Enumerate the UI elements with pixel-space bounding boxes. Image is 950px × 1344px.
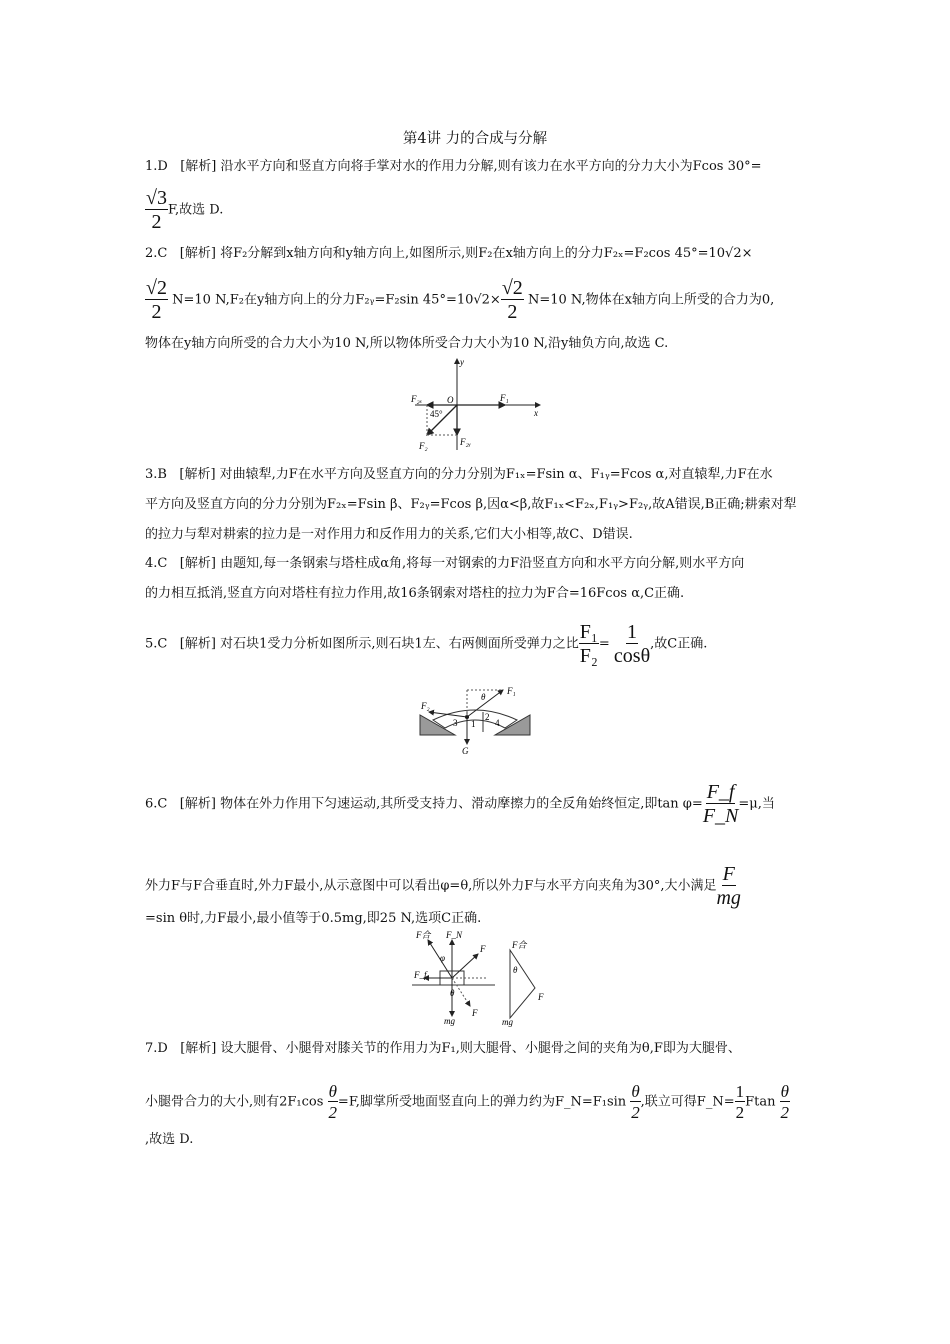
q6-head: 6.C [145, 796, 168, 812]
q5-label-1: 1 [471, 719, 476, 729]
q6-text3: =sin θ时,力F最小,最小值等于0.5mg,即25 N,选项C正确. [145, 911, 482, 926]
q1-tag: [解析] [180, 159, 217, 174]
q7-frac-b-den: 2 [631, 1103, 640, 1122]
q6-text1: 物体在外力作用下匀速运动,其所受支持力、滑动摩擦力的全反角始终恒定,即tan φ= [220, 796, 703, 812]
q3-text2: 平方向及竖直方向的分力分别为F₂ₓ=Fsin β、F₂ᵧ=Fcos β,因α<β,故F₁ₓ<F₂ₓ,F₁ᵧ>F₂ᵧ,故A错误,B正确;耕索对犁 [145, 497, 797, 512]
q2-text4: 物体在y轴方向所受的合力大小为10 N,所以物体所受合力大小为10 N,沿y轴负方向,故选 C. [145, 336, 669, 351]
page-title: 第4讲 力的合成与分解 [402, 131, 548, 147]
q2-frac-b-num: √2 [501, 277, 523, 299]
q7-text2b: =F,脚掌所受地面竖直向上的弹力约为F_N=F₁sin [337, 1094, 627, 1110]
q6-f-arrow [452, 954, 478, 978]
q7-head: 7.D [145, 1041, 168, 1056]
q3-line1 [145, 466, 773, 484]
q7-fraction-d [780, 1083, 790, 1121]
q7-frac-c-num: 1 [735, 1082, 745, 1101]
q7-fraction-b [630, 1083, 640, 1121]
q4-text1: 由题知,每一条钢索与塔柱成α角,将每一对钢索的力F沿竖直方向和水平方向分解,则水平方向 [220, 556, 745, 571]
q1-line1 [145, 158, 762, 176]
q5-label-4: 4 [495, 718, 500, 728]
q6-label-theta: θ [450, 988, 455, 998]
q1-frac-num: √3 [146, 187, 167, 209]
q6-line1 [145, 782, 775, 826]
q5-fraction-b [614, 622, 650, 666]
q6-fraction-b [716, 864, 740, 908]
q6-tag: [解析] [179, 796, 216, 812]
q6-label-f-alt: F [472, 1008, 478, 1018]
q6-fraction-a [703, 782, 739, 826]
q5-frac-a-num: F₁ [579, 621, 598, 643]
q6-line2 [145, 864, 741, 908]
q5-text1: 对石块1受力分析如图所示,则石块1左、右两侧面所受弹力之比 [220, 636, 579, 652]
q4-line1 [145, 555, 744, 573]
q6-frac-b-num: F [722, 863, 735, 885]
q2-label-f2x: F₂ₓ [411, 394, 423, 404]
q7-frac-b-num: θ [631, 1082, 640, 1101]
q5-line1 [145, 622, 707, 666]
q2-frac-b-den: 2 [507, 301, 518, 323]
q2-label-f1: F₁ [500, 393, 509, 403]
q6-force-triangle [510, 950, 535, 1018]
q6-label-tri-f: F [538, 992, 544, 1002]
q7-frac-d-den: 2 [780, 1103, 790, 1122]
q5-label-g: G [462, 746, 469, 756]
q2-frac-a-den: 2 [151, 301, 162, 323]
q7-text1: 设大腿骨、小腿骨对膝关节的作用力为F₁,则大腿骨、小腿骨之间的夹角为θ,F即为大腿骨、 [220, 1041, 741, 1056]
q4-text2: 的力相互抵消,竖直方向对塔柱有拉力作用,故16条钢索对塔柱的拉力为F合=16Fcos α,C正确. [145, 586, 685, 601]
q2-text2: N=10 N,F₂在y轴方向上的分力F₂ᵧ=F₂sin 45°=10√2× [172, 292, 501, 308]
q1-fraction [145, 188, 168, 232]
q4-head: 4.C [145, 556, 168, 571]
q2-line3 [145, 335, 668, 353]
q5-frac-b-den: cosθ [613, 645, 651, 667]
q7-text3: ,故选 D. [145, 1132, 194, 1147]
q3-text1: 对曲辕犁,力F在水平方向及竖直方向的分力分别为F₁ₓ=Fsin α、F₁ᵧ=Fcos α,对直辕犁,力F在水 [219, 467, 773, 482]
q6-label-f: F [480, 944, 486, 954]
q7-fraction-a [328, 1083, 338, 1121]
q2-tag: [解析] [179, 246, 216, 261]
q4-line2 [145, 585, 684, 603]
q6-label-tri-theta: θ [513, 965, 518, 975]
q5-stone-diagram [415, 682, 535, 758]
q2-label-y: y [460, 357, 464, 367]
q6-label-fhe: F合 [416, 930, 431, 940]
q3-line2 [145, 496, 797, 514]
q7-frac-d-num: θ [780, 1082, 789, 1101]
q5-frac-b-num: 1 [627, 621, 638, 643]
q7-text2d: Ftan [745, 1094, 776, 1110]
q7-frac-c-den: 2 [735, 1103, 745, 1122]
q5-label-f1: F₁ [507, 686, 516, 696]
q1-text2: F,故选 D. [167, 202, 224, 218]
q6-label-mg: mg [444, 1016, 455, 1026]
q2-label-angle: 45° [430, 409, 443, 419]
q6-frac-a-num: F_f [706, 781, 735, 803]
q5-label-theta: θ [481, 692, 486, 702]
q5-tag: [解析] [179, 636, 216, 652]
q7-text2c: ,联立可得F_N= [640, 1094, 735, 1110]
q2-fraction-a [145, 278, 168, 322]
q6-text1-tail: =μ,当 [738, 796, 775, 812]
q2-text1: 将F₂分解到x轴方向和y轴方向上,如图所示,则F₂在x轴方向上的分力F₂ₓ=F₂cos 45°=10√2× [220, 246, 753, 261]
q5-label-3: 3 [453, 718, 458, 728]
q6-label-tri-fhe: F合 [512, 940, 527, 950]
q6-label-tri-mg: mg [502, 1017, 513, 1027]
q6-f-alt-arrow [452, 978, 470, 1006]
q2-head: 2.C [145, 246, 168, 261]
q6-force-diagram [410, 928, 570, 1028]
q2-line2 [145, 278, 774, 322]
q2-label-o: O [447, 395, 454, 405]
q2-frac-a-num: √2 [146, 277, 167, 299]
q2-fraction-b [501, 278, 524, 322]
q7-tag: [解析] [180, 1041, 217, 1056]
q5-label-f2: F₂ [421, 701, 430, 711]
q6-label-ff: F_f [414, 970, 427, 980]
q2-force-diagram [405, 355, 545, 455]
q3-text3: 的拉力与犁对耕索的拉力是一对作用力和反作用力的关系,它们大小相等,故C、D错误. [145, 527, 633, 542]
q2-text3: N=10 N,物体在x轴方向上所受的合力为0, [527, 292, 775, 308]
q7-frac-a-num: θ [328, 1082, 337, 1101]
q7-line1 [145, 1040, 741, 1058]
q5-equals: = [598, 636, 610, 652]
q4-tag: [解析] [179, 556, 216, 571]
q2-line1 [145, 245, 753, 263]
q1-text1: 沿水平方向和竖直方向将手掌对水的作用力分解,则有该力在水平方向的分力大小为Fcos 30°= [220, 159, 762, 174]
q1-frac-den: 2 [151, 211, 162, 233]
q6-label-phi: φ [440, 953, 445, 963]
q5-frac-a-den: F₂ [579, 645, 598, 667]
q2-label-x: x [534, 408, 538, 418]
q2-label-f2: F₂ [419, 441, 428, 451]
q6-text2: 外力F与F合垂直时,外力F最小,从示意图中可以看出φ=θ,所以外力F与水平方向夹角为30°,大小满足 [145, 878, 717, 894]
q5-head: 5.C [145, 636, 168, 652]
q7-frac-a-den: 2 [328, 1103, 337, 1122]
q6-line3 [145, 910, 481, 928]
q3-tag: [解析] [179, 467, 216, 482]
q7-line3 [145, 1131, 193, 1149]
q3-line3 [145, 526, 633, 544]
q7-line2 [145, 1083, 790, 1121]
q6-label-fn: F_N [446, 930, 463, 940]
q7-text2a: 小腿骨合力的大小,则有2F₁cos [145, 1094, 324, 1110]
q5-f2-arrow [429, 712, 467, 717]
q5-fraction-a [579, 622, 599, 666]
q7-fraction-c [735, 1083, 746, 1121]
q1-line2 [145, 188, 223, 232]
q3-head: 3.B [145, 467, 167, 482]
q6-frac-a-den: F_N [702, 805, 739, 827]
q5-text2: ,故C正确. [650, 636, 708, 652]
q6-frac-b-den: mg [716, 887, 741, 909]
q2-label-f2y: F₂ᵧ [460, 437, 471, 447]
q1-head: 1.D [145, 159, 168, 174]
q5-label-2: 2 [485, 712, 490, 722]
